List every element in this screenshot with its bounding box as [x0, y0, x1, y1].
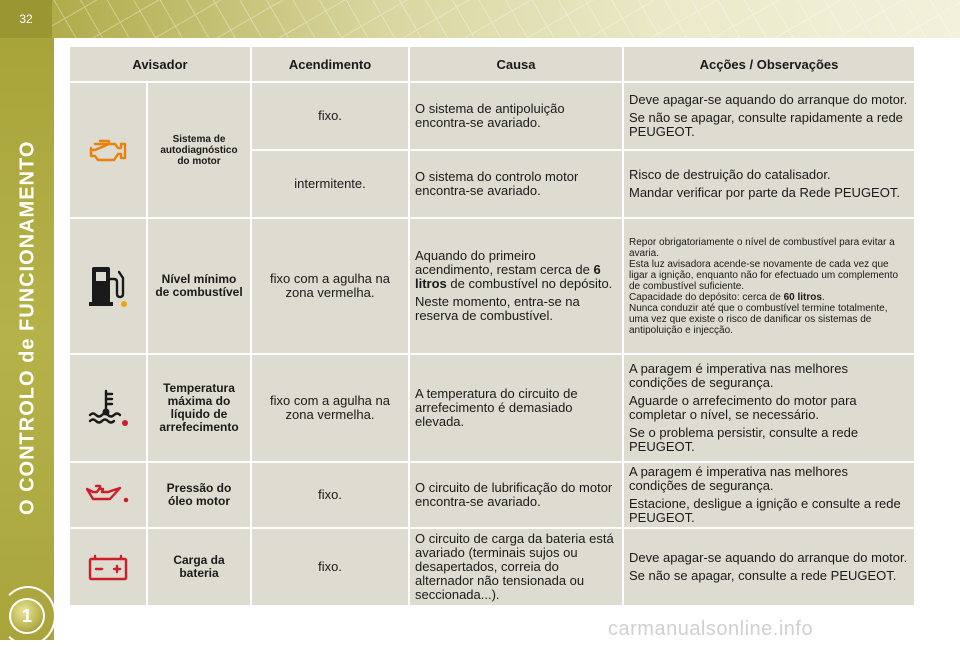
top-band: [0, 0, 960, 38]
header-acendimento: Acendimento: [252, 47, 408, 81]
engine-causa-flashing: O sistema do controlo motor encontra-se avariado.: [410, 151, 622, 217]
fuel-causa-1: [415, 249, 617, 291]
temperature-accoes: [624, 355, 914, 461]
battery-accoes-1: Deve apagar-se aquando do arranque do motor.: [629, 550, 908, 565]
oil-icon-cell: [70, 463, 146, 527]
page-number: 32: [0, 0, 52, 38]
fuel-name: Nível mínimo de combustível: [148, 219, 250, 353]
engine-acendimento-fixed: fixo.: [252, 83, 408, 149]
engine-icon-cell: [70, 83, 146, 217]
chapter-number-badge: 1: [9, 598, 45, 634]
table-header-row: [70, 47, 914, 81]
fuel-causa-1-post: de combustível no depósito.: [446, 276, 613, 291]
oil-can-icon: [75, 483, 141, 507]
temperature-accoes-1: A paragem é imperativa nas melhores condições de segurança.: [629, 361, 848, 390]
oil-accoes-2: Estacione, desligue a ignição e consulte a rede PEUGEOT.: [629, 496, 901, 525]
engine-accoes-flashing: [624, 151, 914, 217]
battery-accoes: [624, 529, 914, 605]
table-row-oil: [70, 463, 914, 527]
oil-accoes-1: A paragem é imperativa nas melhores condições de segurança.: [629, 464, 848, 493]
oil-accoes: [624, 463, 914, 527]
table-row-battery: [70, 529, 914, 605]
table-row-temperature: [70, 355, 914, 461]
engine-name: Sistema de autodiagnóstico do motor: [148, 83, 250, 217]
oil-acendimento: fixo.: [252, 463, 408, 527]
battery-accoes-2: Se não se apagar, consulte a rede PEUGEOT.: [629, 568, 897, 583]
fuel-accoes-3-post: .: [821, 291, 825, 303]
temperature-icon-cell: [70, 355, 146, 461]
table-row-fuel: [70, 219, 914, 353]
engine-accoes-fixed-2: Se não se apagar, consulte rapidamente a rede PEUGEOT.: [629, 110, 903, 139]
battery-icon-cell: [70, 529, 146, 605]
top-band-pattern: [50, 0, 960, 38]
battery-causa: O circuito de carga da bateria está avariado (terminais sujos ou desapertados, correia do alternador não tensionada ou seccionada...).: [410, 529, 622, 605]
header-accoes: Acções / Observações: [624, 47, 914, 81]
coolant-temperature-icon: [75, 388, 141, 428]
table-row-engine-fixed: [70, 83, 914, 149]
fuel-causa-1-bold: 6 litros: [415, 262, 601, 291]
engine-acendimento-flashing: intermitente.: [252, 151, 408, 217]
temperature-accoes-3: Se o problema persistir, consulte a rede PEUGEOT.: [629, 425, 859, 454]
header-avisador: Avisador: [70, 47, 250, 81]
temperature-acendimento: fixo com a agulha na zona vermelha.: [252, 355, 408, 461]
battery-acendimento: fixo.: [252, 529, 408, 605]
fuel-acendimento: fixo com a agulha na zona vermelha.: [252, 219, 408, 353]
chapter-sidebar: [0, 38, 54, 640]
fuel-causa-1-pre: Aquando do primeiro acendimento, restam cerca de: [415, 248, 594, 277]
engine-accoes-flashing-1: Risco de destruição do catalisador.: [629, 167, 831, 182]
temperature-causa: A temperatura do circuito de arrefecimento é demasiado elevada.: [410, 355, 622, 461]
engine-check-icon: [75, 135, 141, 165]
fuel-causa: [410, 219, 622, 353]
fuel-accoes: [624, 219, 914, 353]
fuel-accoes-3-pre: Capacidade do depósito: cerca de: [629, 291, 784, 303]
header-causa: Causa: [410, 47, 622, 81]
battery-icon: [75, 553, 141, 581]
engine-accoes-flashing-2: Mandar verificar por parte da Rede PEUGEOT.: [629, 185, 900, 200]
fuel-accoes-3-bold: 60 litros: [783, 291, 822, 303]
fuel-accoes-2: Esta luz avisadora acende-se novamente de cada vez que ligar a ignição, enquanto não for efectuado um complemento de combustível suficiente.: [629, 258, 899, 292]
temperature-accoes-2: Aguarde o arrefecimento do motor para completar o nível, se necessário.: [629, 393, 857, 422]
oil-causa: O circuito de lubrificação do motor encontra-se avariado.: [410, 463, 622, 527]
fuel-accoes-1: Repor obrigatoriamente o nível de combustível para evitar a avaria.: [629, 236, 895, 259]
fuel-accoes-4: Nunca conduzir até que o combustível termine totalmente, uma vez que existe o risco de danificar os sistemas de antipoluição e injecção.: [629, 302, 888, 336]
watermark: carmanualsonline.info: [608, 618, 814, 640]
fuel-causa-2: Neste momento, entra-se na reserva de combustível.: [415, 294, 580, 323]
temperature-name: Temperatura máxima do líquido de arrefecimento: [148, 355, 250, 461]
engine-accoes-fixed-1: Deve apagar-se aquando do arranque do motor.: [629, 92, 908, 107]
battery-name: Carga da bateria: [148, 529, 250, 605]
oil-name: Pressão do óleo motor: [148, 463, 250, 527]
chapter-title: O CONTROLO de FUNCIONAMENTO: [16, 140, 39, 516]
engine-accoes-fixed: [624, 83, 914, 149]
warning-lights-table: [68, 45, 916, 607]
fuel-pump-icon: [75, 263, 141, 309]
fuel-icon-cell: [70, 219, 146, 353]
engine-causa-fixed: O sistema de antipoluição encontra-se avariado.: [410, 83, 622, 149]
fuel-accoes-3: [629, 292, 909, 303]
